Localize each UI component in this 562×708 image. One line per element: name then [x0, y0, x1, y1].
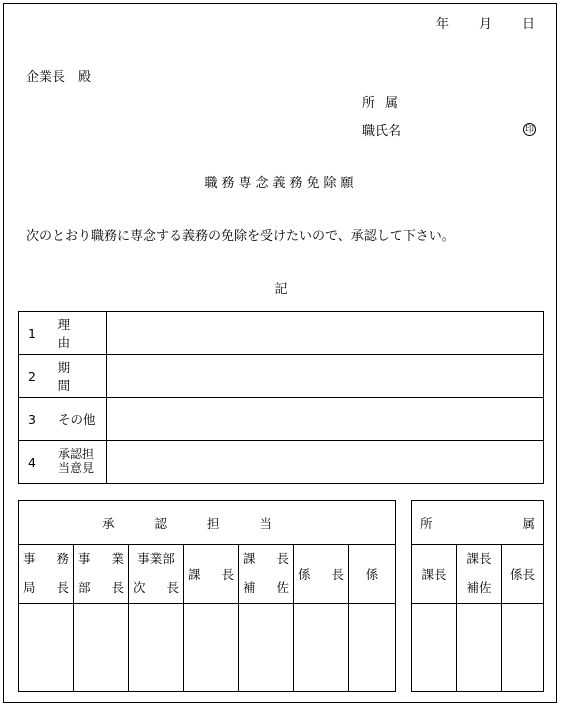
item-value-cell[interactable]	[107, 441, 544, 484]
table-row	[19, 312, 544, 355]
stamp-cell[interactable]	[412, 603, 457, 691]
approval-title-cell: 事 業 部 長	[74, 545, 129, 604]
table-row	[19, 398, 544, 441]
department-table	[411, 500, 544, 692]
item-label-stack	[58, 448, 94, 476]
approval-titles-row	[19, 545, 396, 604]
stamp-cell[interactable]	[349, 603, 396, 691]
request-text: 次のとおり職務に専念する義務の免除を受けたいので、承認して下さい。	[26, 229, 455, 244]
item-number: 4	[28, 454, 36, 470]
approval-table	[18, 500, 396, 692]
stamp-cell[interactable]	[184, 603, 239, 691]
stamp-cell[interactable]	[457, 603, 502, 691]
department-title-cell: 係長	[502, 545, 544, 604]
seal-icon: 印	[524, 125, 534, 135]
stamp-cell[interactable]	[74, 603, 129, 691]
item-label-cell	[19, 312, 107, 355]
item-label-cell	[19, 398, 107, 441]
item-value-cell[interactable]	[107, 355, 544, 398]
item-number: 3	[28, 411, 36, 427]
approval-title-cell: 事業部 次 長	[129, 545, 184, 604]
item-number: 1	[28, 325, 36, 341]
date-month: 月	[479, 17, 493, 32]
approval-title-cell: 課 長	[184, 545, 239, 604]
approval-title-cell: 係 長	[294, 545, 349, 604]
item-label: 期間	[57, 360, 83, 393]
department-header: 所 属	[412, 501, 544, 545]
approval-title-cell: 事 務 局 長	[19, 545, 74, 604]
approval-stamp-row	[19, 603, 396, 691]
stamp-cell[interactable]	[239, 603, 294, 691]
approval-header: 承認担当	[19, 501, 396, 545]
item-label-cell	[19, 355, 107, 398]
date-year: 年	[436, 17, 450, 32]
approval-title-cell: 課 長 補 佐	[239, 545, 294, 604]
date-line	[436, 18, 535, 31]
table-row	[19, 441, 544, 484]
department-title-cell: 課長	[412, 545, 457, 604]
table-row	[19, 355, 544, 398]
ki-heading: 記	[274, 282, 288, 297]
item-label-line1: 承認担	[58, 447, 95, 462]
department-titles-row	[412, 545, 544, 604]
item-value-cell[interactable]	[107, 398, 544, 441]
stamp-cell[interactable]	[129, 603, 184, 691]
addressee: 企業長 殿	[26, 70, 92, 85]
stamp-cell[interactable]	[294, 603, 349, 691]
item-label: その他	[58, 412, 96, 427]
date-day: 日	[522, 17, 536, 32]
item-label: 理由	[57, 317, 83, 350]
item-label-cell	[19, 441, 107, 484]
stamp-cell[interactable]	[502, 603, 544, 691]
department-title-cell: 課長 補佐	[457, 545, 502, 604]
item-label-line2: 当意見	[58, 461, 95, 475]
applicant-dept-label: 所属	[362, 96, 409, 111]
document-title: 職務専念義務免除願	[204, 176, 358, 191]
stamp-cell[interactable]	[19, 603, 74, 691]
items-table	[18, 311, 544, 484]
approval-title-cell: 係	[349, 545, 396, 604]
applicant-name-label: 職氏名	[362, 124, 402, 139]
item-number: 2	[28, 368, 36, 384]
department-stamp-row	[412, 603, 544, 691]
item-value-cell[interactable]	[107, 312, 544, 355]
